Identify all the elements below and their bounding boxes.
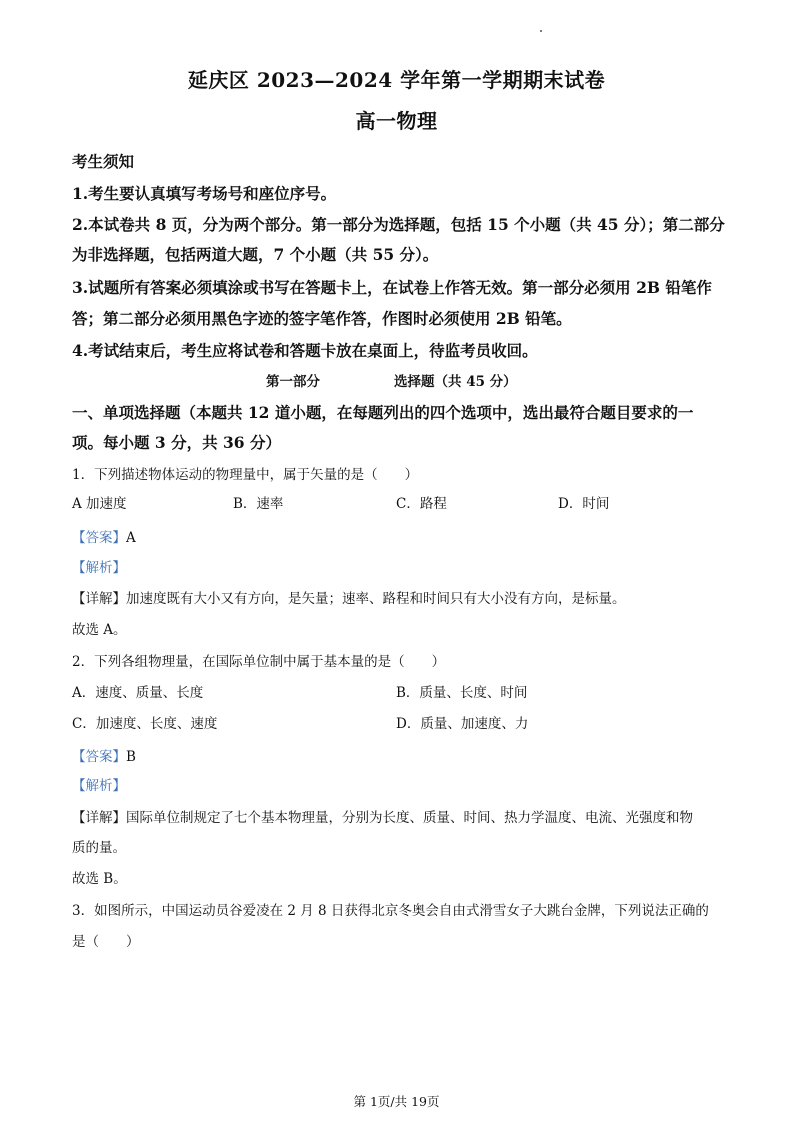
part1-heading-a: 第一部分 [266,374,320,390]
q1-detail-text: 加速度既有大小又有方向，是矢量；速率、路程和时间只有大小没有方向，是标量。 [126,591,626,607]
answer-tag: 【答案】 [72,530,126,546]
notice-item-1: 1.考生要认真填写考场号和座位序号。 [72,184,337,203]
q2-stem: 2．下列各组物理量，在国际单位制中属于基本量的是（ ） [72,654,446,670]
q2-detail-text: 国际单位制规定了七个基本物理量，分别为长度、质量、时间、热力学温度、电流、光强度和物 [126,810,693,826]
notice-item-3: 3.试题所有答案必须填涂或书写在答题卡上，在试卷上作答无效。第一部分必须用 2B 铅笔作 [72,278,712,297]
exam-subject: 高一物理 [355,109,438,133]
notice-item-2: 2.本试卷共 8 页，分为两个部分。第一部分为选择题，包括 15 个小题（共 45 分）；第二部分 [72,215,725,234]
q2-option-c: C．加速度、长度、速度 [72,716,218,732]
q3-stem-cont: 是（ ） [72,934,140,950]
q1-stem: 1．下列描述物体运动的物理量中，属于矢量的是（ ） [72,467,419,483]
notice-item-2-cont: 为非选择题，包括两道大题，7 个小题（共 55 分）。 [72,245,439,264]
notice-heading: 考生须知 [72,152,135,171]
q1-option-d: D．时间 [558,496,610,512]
answer-tag: 【答案】 [72,749,126,765]
q2-option-a: A．速度、质量、长度 [72,685,204,701]
detail-tag: 【详解】 [72,591,126,607]
exam-title: 延庆区 2023—2024 学年第一学期期末试卷 [187,68,606,92]
notice-item-3-cont: 答；第二部分必须用黑色字迹的签字笔作答，作图时必须使用 2B 铅笔。 [72,309,572,328]
q1-detail [72,587,732,607]
q2-option-d: D．质量、加速度、力 [396,716,529,732]
q2-detail [72,806,732,826]
q1-answer-value: A [126,530,136,546]
q2-detail-cont: 质的量。 [72,840,126,856]
q1-answer [72,526,732,546]
detail-tag: 【详解】 [72,810,126,826]
q3-stem: 3．如图所示，中国运动员谷爱凌在 2 月 8 日获得北京冬奥会自由式滑雪女子大跳台金牌，下列说法正确的 [72,903,709,919]
q2-analysis-tag: 【解析】 [72,778,126,794]
q1-option-c: C．路程 [396,496,447,512]
section-heading-line1: 一、单项选择题（本题共 12 道小题，在每题列出的四个选项中，选出最符合题目要求的一 [72,403,694,422]
q1-conclusion: 故选 A。 [72,622,127,638]
notice-item-4: 4.考试结束后，考生应将试卷和答题卡放在桌面上，待监考员收回。 [72,341,538,360]
section-heading-line2: 项。每小题 3 分，共 36 分） [72,433,281,452]
part1-heading-b: 选择题（共 45 分） [394,374,517,390]
q1-analysis-tag: 【解析】 [72,560,126,576]
q2-answer-value: B [126,749,136,765]
q2-answer [72,745,732,765]
q2-option-b: B．质量、长度、时间 [396,685,528,701]
q1-option-a: A 加速度 [72,496,127,512]
page-number: 第 1页/共 19页 [353,1094,440,1109]
q1-option-b: B．速率 [233,496,284,512]
scan-dot [540,30,542,32]
q2-conclusion: 故选 B。 [72,871,127,887]
